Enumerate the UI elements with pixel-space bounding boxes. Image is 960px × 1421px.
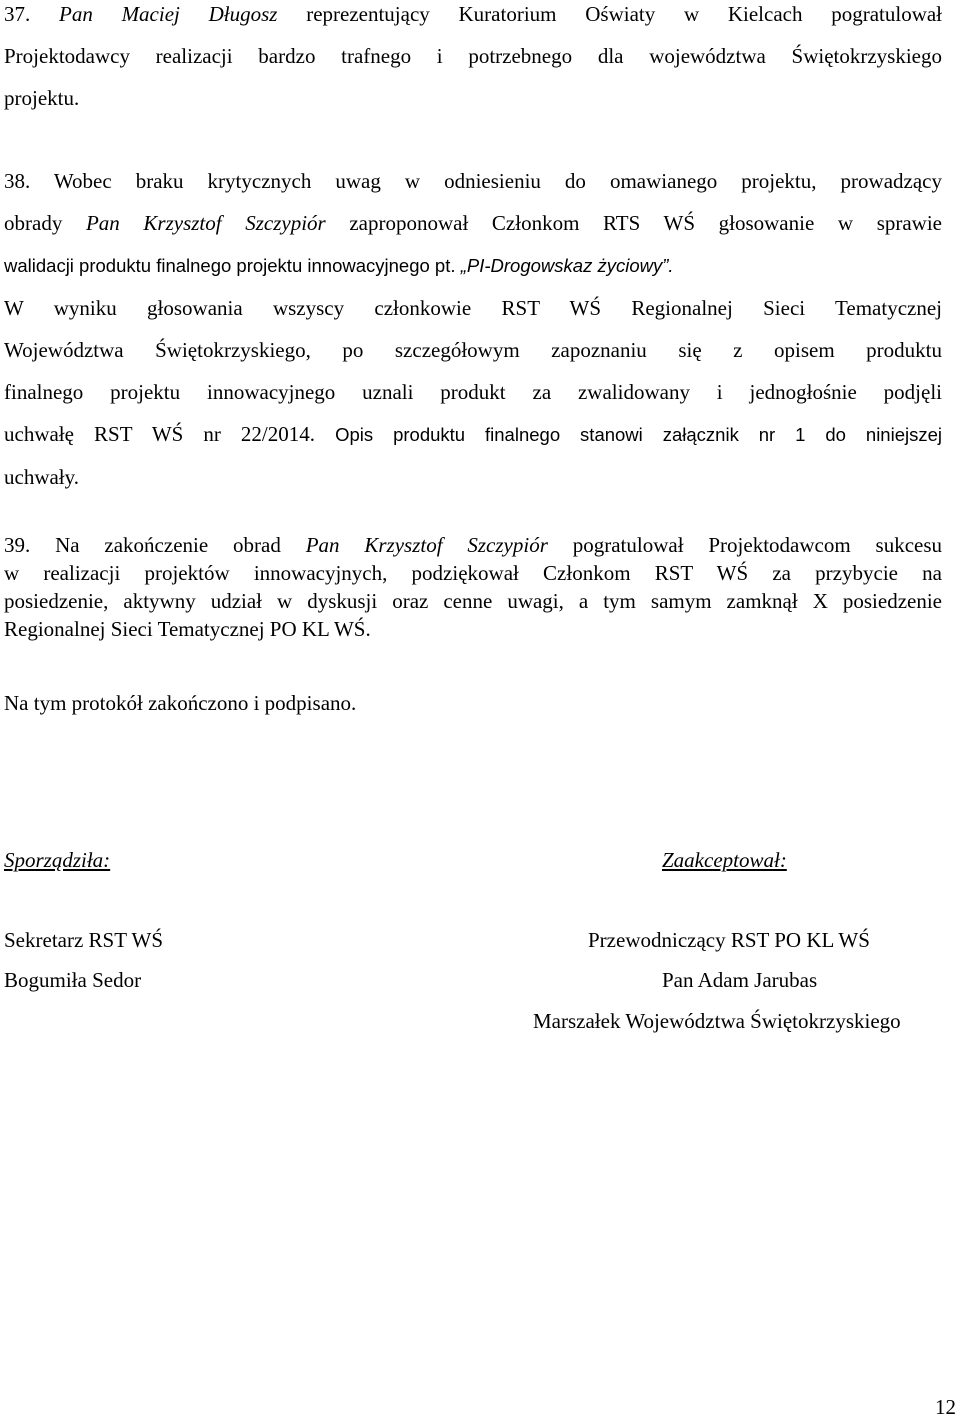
left-signature-role: Sekretarz RST WŚ (4, 928, 164, 952)
product-title: „PI-Drogowskaz życiowy”. (460, 255, 674, 276)
p38-line-1: 38. Wobec braku krytycznych uwag w odniesieniu do omawianego projektu, prowadzący (4, 169, 942, 193)
p37-line-1: 37. Pan Maciej Długosz reprezentujący Kuratorium Oświaty w Kielcach pogratulował (4, 2, 943, 26)
p37-line-2: Projektodawcy realizacji bardzo trafnego i potrzebnego dla województwa Świętokrzyskiego (4, 44, 942, 68)
person-name: Pan Maciej Długosz (59, 2, 278, 26)
paragraph-37 (4, 0, 942, 119)
p39-line-2: w realizacji projektów innowacyjnych, podziękował Członkom RST WŚ za przybycie na (4, 561, 942, 585)
person-name: Pan Krzysztof Szczypiór (85, 211, 326, 235)
right-signature-title: Marszałek Województwa Świętokrzyskiego (533, 1009, 901, 1033)
p38-line-5: Województwa Świętokrzyskiego, po szczegółowym zapoznaniu się z opisem produktu (4, 338, 942, 362)
p37-line-3: projektu. (4, 86, 80, 110)
left-signature-heading: Sporządziła: (4, 848, 111, 872)
closing-statement: Na tym protokół zakończono i podpisano. (4, 691, 357, 715)
p39-line-4: Regionalnej Sieci Tematycznej PO KL WŚ. (4, 617, 371, 641)
p38-line-7: uchwałę RST WŚ nr 22/2014. Opis produktu finalnego stanowi załącznik nr 1 do niniejszej (4, 422, 943, 446)
right-signature-heading: Zaakceptował: (662, 848, 787, 872)
right-signature-name: Pan Adam Jarubas (662, 968, 818, 992)
p39-line-3: posiedzenie, aktywny udział w dyskusji oraz cenne uwagi, a tym samym zamknął X posiedzenie (4, 589, 942, 613)
p38-line-4: W wyniku głosowania wszyscy członkowie RST WŚ Regionalnej Sieci Tematycznej (4, 296, 942, 320)
person-name: Pan Krzysztof Szczypiór (305, 533, 548, 557)
right-signature-role: Przewodniczący RST PO KL WŚ (588, 928, 870, 952)
p38-line-6: finalnego projektu innowacyjnego uznali produkt za zwalidowany i jednogłośnie podjęli (4, 380, 942, 404)
p38-line-3: walidacji produktu finalnego projektu innowacyjnego pt. „PI-Drogowskaz życiowy”. (4, 255, 674, 276)
paragraph-39 (4, 531, 942, 643)
p38-line-2: obrady Pan Krzysztof Szczypiór zaproponował Członkom RTS WŚ głosowanie w sprawie (4, 211, 942, 235)
p38-line-8: uchwały. (4, 465, 80, 489)
paragraph-38 (4, 160, 942, 498)
left-signature-name: Bogumiła Sedor (4, 968, 142, 992)
page-number: 12 (935, 1395, 956, 1419)
p39-line-1: 39. Na zakończenie obrad Pan Krzysztof Szczypiór pogratulował Projektodawcom sukcesu (4, 533, 943, 557)
